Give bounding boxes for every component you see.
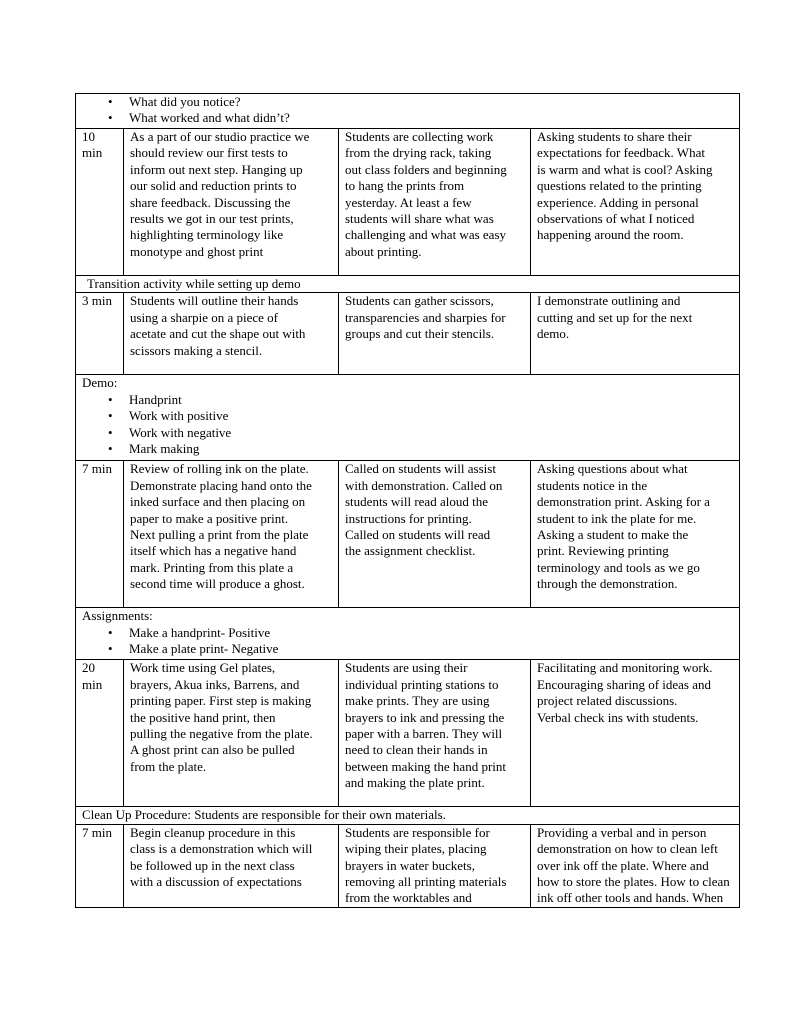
cell-text: demonstration print. Asking for a (537, 494, 710, 510)
list-item: • Handprint (82, 392, 739, 408)
cell-text: removing all printing materials (345, 874, 507, 890)
cell-text: to hang the prints from (345, 178, 465, 194)
cell-text: Providing a verbal and in person (537, 824, 707, 840)
assignments-list (82, 625, 739, 658)
assessment-cell (531, 129, 740, 276)
cell-text: from the plate. (130, 758, 207, 774)
cell-text: Called on students will assist (345, 461, 496, 477)
list-item: • Mark making (82, 441, 739, 457)
time-text: 10 (82, 129, 95, 144)
cell-text: from the worktables and (345, 890, 472, 906)
assessment-cell (531, 293, 740, 375)
demo-cell (76, 375, 740, 461)
transition-row (76, 276, 740, 293)
cell-text: Asking a student to make the (537, 527, 689, 543)
cell-text: Students are using their (345, 660, 468, 676)
cell-text: with a discussion of expectations (130, 874, 302, 890)
cleanup-cell (76, 807, 740, 824)
cell-text: share feedback. Discussing the (130, 194, 291, 210)
cell-text: from the drying rack, taking (345, 145, 492, 161)
cell-text: make prints. They are using (345, 693, 490, 709)
time-cell (76, 461, 124, 608)
transition-label: Transition activity while setting up demo (87, 276, 301, 291)
cell-text: monotype and ghost print (130, 243, 264, 259)
cell-text: brayers, Akua inks, Barrens, and (130, 676, 300, 692)
cell-text: groups and cut their stencils. (345, 326, 495, 342)
cell-text: itself which has a negative hand (130, 543, 297, 559)
transition-cell (76, 276, 740, 293)
assignments-cell (76, 608, 740, 660)
cell-text: demo. (537, 326, 570, 342)
list-item: • Make a plate print- Negative (82, 641, 739, 657)
time-text: 20 (82, 660, 95, 676)
cell-text: how to store the plates. How to clean (537, 874, 730, 890)
cell-text: over ink off the plate. Where and (537, 857, 709, 873)
cell-text: using a sharpie on a piece of (130, 309, 279, 325)
table-row (76, 660, 740, 807)
cell-text: be followed up in the next class (130, 857, 295, 873)
time-text: 7 min (82, 824, 112, 840)
cell-text: through the demonstration. (537, 576, 678, 592)
teacher-activity-cell (124, 129, 339, 276)
cell-text: inked surface and then placing on (130, 494, 306, 510)
cell-text: demonstration on how to clean left (537, 841, 718, 857)
reflection-cell (76, 94, 740, 129)
cell-text: with demonstration. Called on (345, 477, 503, 493)
cell-text: brayers in water buckets, (345, 857, 475, 873)
time-text: min (82, 676, 103, 692)
cell-text: students notice in the (537, 477, 648, 493)
cell-text: Encouraging sharing of ideas and (537, 676, 712, 692)
cell-text: A ghost print can also be pulled (130, 742, 295, 758)
list-item: • What worked and what didn’t? (82, 110, 739, 126)
assignments-heading: Assignments: (82, 608, 153, 624)
time-cell (76, 129, 124, 276)
cell-text: between making the hand print (345, 758, 507, 774)
cell-text: individual printing stations to (345, 676, 499, 692)
cell-text: expectations for feedback. What (537, 145, 705, 161)
time-text: 7 min (82, 461, 112, 477)
teacher-activity-cell (124, 824, 339, 907)
demo-row (76, 375, 740, 461)
demo-list (82, 392, 739, 458)
assessment-cell (531, 824, 740, 907)
cell-text: and making the plate print. (345, 775, 485, 791)
cell-text: the assignment checklist. (345, 543, 476, 559)
student-activity-cell (339, 461, 531, 608)
cell-text: instructions for printing. (345, 510, 472, 526)
assessment-cell (531, 660, 740, 807)
cell-text: results we got in our test prints, (130, 211, 294, 227)
student-activity-cell (339, 129, 531, 276)
teacher-activity-cell (124, 293, 339, 375)
cell-text: print. Reviewing printing (537, 543, 669, 559)
cell-text: cutting and set up for the next (537, 309, 693, 325)
time-text: min (82, 145, 103, 161)
cell-text: questions related to the printing (537, 178, 702, 194)
cell-text: Asking questions about what (537, 461, 688, 477)
assessment-cell (531, 461, 740, 608)
table-row (76, 129, 740, 276)
cell-text: mark. Printing from this plate a (130, 559, 294, 575)
cell-text: Review of rolling ink on the plate. (130, 461, 309, 477)
cell-text: paper with a barren. They will (345, 726, 503, 742)
list-item: • What did you notice? (82, 94, 739, 110)
table-row (76, 461, 740, 608)
time-cell (76, 293, 124, 375)
reflection-row (76, 94, 740, 129)
lesson-plan-table (75, 93, 740, 908)
cell-text: brayers to ink and pressing the (345, 709, 505, 725)
teacher-activity-cell (124, 461, 339, 608)
list-item: • Work with negative (82, 425, 739, 441)
cell-text: acetate and cut the shape out with (130, 326, 306, 342)
cell-text: wiping their plates, placing (345, 841, 487, 857)
cell-text: class is a demonstration which will (130, 841, 313, 857)
cell-text: Begin cleanup procedure in this (130, 824, 296, 840)
student-activity-cell (339, 824, 531, 907)
cell-text: ink off other tools and hands. When (537, 890, 724, 906)
cell-text: students will share what was (345, 211, 494, 227)
cell-text: students will read aloud the (345, 494, 488, 510)
time-cell (76, 660, 124, 807)
cell-text: As a part of our studio practice we (130, 129, 310, 144)
student-activity-cell (339, 293, 531, 375)
assignments-row (76, 608, 740, 660)
cell-text: inform out next step. Hanging up (130, 161, 303, 177)
list-item: • Make a handprint- Positive (82, 625, 739, 641)
cell-text: scissors making a stencil. (130, 342, 263, 358)
cell-text: Students are collecting work (345, 129, 494, 144)
cell-text: about printing. (345, 243, 422, 259)
table-row (76, 824, 740, 907)
time-cell (76, 824, 124, 907)
cell-text: paper to make a positive print. (130, 510, 289, 526)
cell-text: need to clean their hands in (345, 742, 488, 758)
cell-text: printing paper. First step is making (130, 693, 312, 709)
cell-text: our solid and reduction prints to (130, 178, 297, 194)
cell-text: I demonstrate outlining and (537, 293, 681, 309)
cleanup-label: Clean Up Procedure: Students are responsible for their own materials. (82, 807, 446, 823)
table-row (76, 293, 740, 375)
cell-text: student to ink the plate for me. (537, 510, 697, 526)
student-activity-cell (339, 660, 531, 807)
cell-text: Work time using Gel plates, (130, 660, 276, 676)
cell-text: Students will outline their hands (130, 293, 299, 309)
cell-text: Students can gather scissors, (345, 293, 494, 309)
cleanup-row (76, 807, 740, 824)
cell-text: yesterday. At least a few (345, 194, 472, 210)
cell-text: pulling the negative from the plate. (130, 726, 313, 742)
time-text: 3 min (82, 293, 112, 309)
cell-text: experience. Adding in personal (537, 194, 699, 210)
cell-text: Demonstrate placing hand onto the (130, 477, 312, 493)
cell-text: second time will produce a ghost. (130, 576, 305, 592)
cell-text: is warm and what is cool? Asking (537, 161, 713, 177)
cell-text: Verbal check ins with students. (537, 709, 699, 725)
cell-text: happening around the room. (537, 227, 684, 243)
reflection-list (82, 94, 739, 127)
teacher-activity-cell (124, 660, 339, 807)
cell-text: transparencies and sharpies for (345, 309, 506, 325)
demo-heading: Demo: (82, 375, 118, 391)
cell-text: Next pulling a print from the plate (130, 527, 309, 543)
cell-text: Facilitating and monitoring work. (537, 660, 713, 676)
cell-text: project related discussions. (537, 693, 678, 709)
cell-text: out class folders and beginning (345, 161, 507, 177)
list-item: • Work with positive (82, 408, 739, 424)
cell-text: the positive hand print, then (130, 709, 276, 725)
cell-text: challenging and what was easy (345, 227, 507, 243)
cell-text: highlighting terminology like (130, 227, 284, 243)
cell-text: Students are responsible for (345, 824, 490, 840)
cell-text: Asking students to share their (537, 129, 692, 144)
cell-text: should review our first tests to (130, 145, 288, 161)
cell-text: terminology and tools as we go (537, 559, 700, 575)
cell-text: observations of what I noticed (537, 211, 695, 227)
cell-text: Called on students will read (345, 527, 491, 543)
